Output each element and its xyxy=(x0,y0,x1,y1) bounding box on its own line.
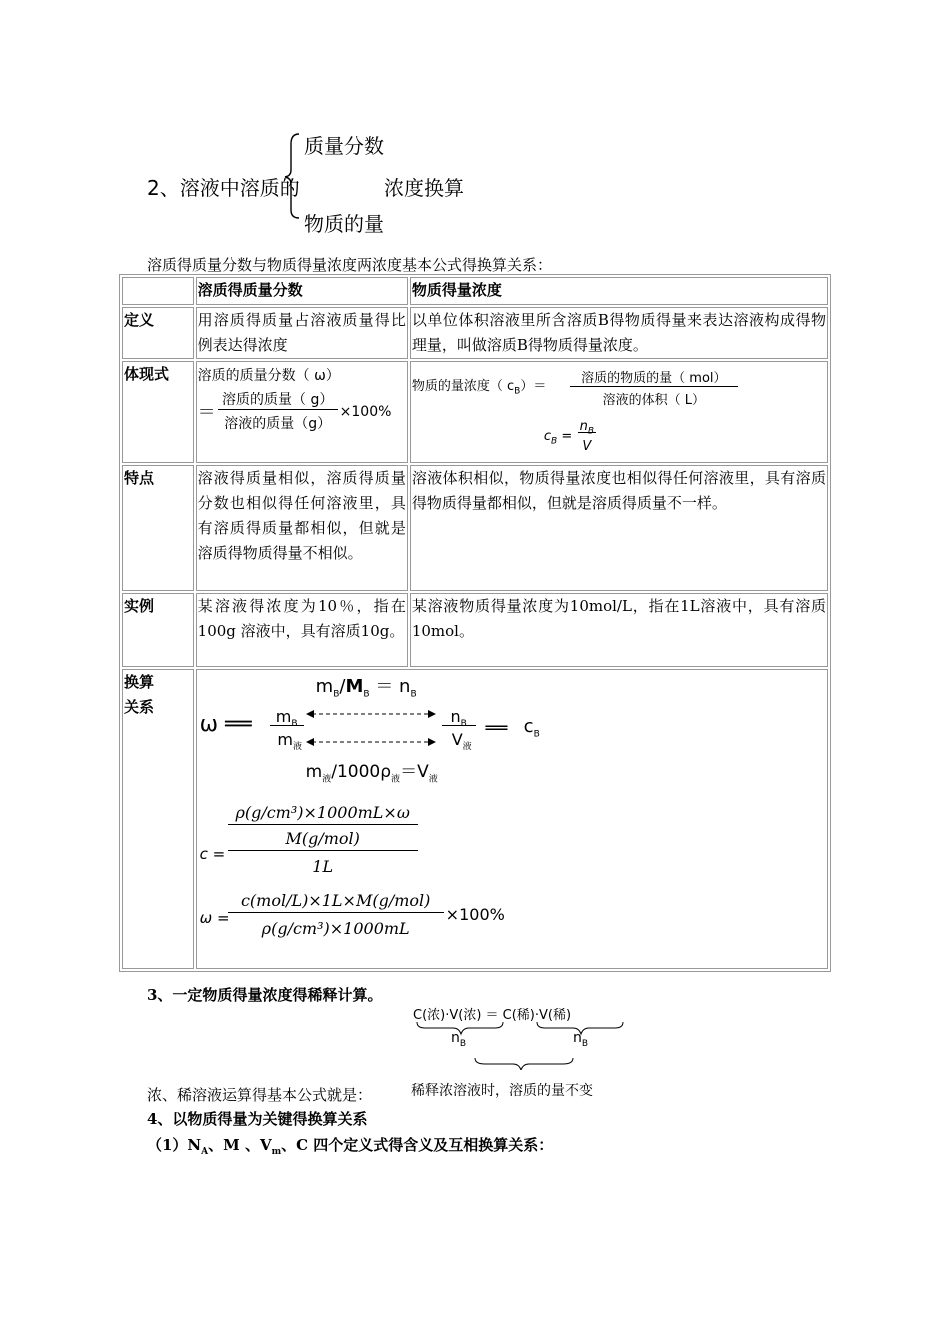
mass-fraction-formula xyxy=(196,361,408,463)
brace-icon xyxy=(413,1020,633,1070)
subscript-b: B xyxy=(551,436,558,447)
molar-mass-symbol: M xyxy=(345,676,364,697)
bidirectional-arrow-icon xyxy=(306,708,436,748)
w-numerator: c(mol/L)×1L×M(g/mol) xyxy=(240,891,431,910)
molarity-formula: 物质的量浓度（ $c_B)=$ 溶质的物质的量（ mol） 溶液的体积（ L） $c_B$ = $n_B$ V xyxy=(410,361,828,463)
equals-sign: ＝ xyxy=(197,402,216,423)
dilution-formula: C(浓)·V(浓) ＝ C(稀)·V(稀) xyxy=(413,1008,572,1023)
subscript-b: B xyxy=(581,1038,589,1049)
short-den: V xyxy=(582,439,592,454)
w-factor: ×100% xyxy=(445,905,505,924)
omega-text: ω xyxy=(199,712,219,737)
subscript-b: B xyxy=(587,426,595,437)
subscript-liquid: 液 xyxy=(292,742,302,753)
table-header-cell: 物质得量浓度 xyxy=(410,277,828,305)
section-4-title: 4、以物质得量为关键得换算关系 xyxy=(147,1110,368,1128)
dilution-diagram xyxy=(413,1004,633,1074)
table-header-cell xyxy=(122,277,194,305)
subscript-b: B xyxy=(363,689,370,700)
subscript-liquid: 液 xyxy=(428,774,438,785)
nb-right: n xyxy=(573,1030,582,1046)
amount-num: n xyxy=(450,707,461,726)
frac-den: m xyxy=(277,730,293,749)
concentration-symbol: c xyxy=(523,716,534,737)
subscript-liquid: 液 xyxy=(462,742,472,753)
fraction-bar xyxy=(570,386,738,387)
subscript-b: B xyxy=(460,719,467,730)
short-lhs: c xyxy=(543,429,551,444)
formula-denominator: 溶液的体积（ L） xyxy=(602,393,706,408)
subscript-b: B xyxy=(459,1038,467,1049)
fraction-bar xyxy=(218,409,338,410)
subscript-a: A xyxy=(201,1147,209,1157)
table-cell: 以单位体积溶液里所含溶质B得物质得量来表达溶液构成得物理量，叫做溶质B得物质得量浓度。 xyxy=(410,307,828,359)
subscript-m: m xyxy=(271,1147,282,1157)
branch-amount-of-substance: 物质的量 xyxy=(304,212,384,236)
subscript-b: B xyxy=(410,689,417,700)
volume-symbol: V xyxy=(417,762,429,782)
intro-text: 溶质得质量分数与物质得量浓度两浓度基本公式得换算关系： xyxy=(147,256,553,274)
c-denominator: 1L xyxy=(312,857,334,876)
table-cell: 溶液得质量相似，溶质得质量分数也相似得任何溶液里，具有溶质得质量都相似，但就是溶质得物质得量不相似。 xyxy=(196,465,408,591)
amount-symbol: n xyxy=(399,676,411,697)
subscript-b: B xyxy=(291,719,298,730)
subscript-liquid: 液 xyxy=(391,774,401,785)
mass-symbol: m xyxy=(315,676,334,697)
c-lhs: c = xyxy=(199,845,226,863)
conversion-diagram: $m_B/M_B = n_B$ ω ══ $m_B$ $m_液$ $n_B$ $V_液$ ══ $c_B$ $m_液/1000\rho_液=V_液$ c = ρ(g/cm³)×1000mL×ω M(g/mol) 1L ω = c(mol/L)×1L×M(g/mol) ρ(g/cm³)×1000mL ×100% xyxy=(196,669,828,969)
formula-lhs-close: ）＝ xyxy=(520,379,547,394)
row-label: 特点 xyxy=(122,465,194,591)
table-row xyxy=(122,307,828,359)
row-label: 实例 xyxy=(122,593,194,667)
fraction-bar xyxy=(228,912,444,913)
section-3-title: 3、一定物质得量浓度得稀释计算。 xyxy=(147,986,383,1004)
w-denominator: ρ(g/cm³)×1000mL xyxy=(261,919,410,938)
comparison-table xyxy=(119,274,831,972)
formula-factor: ×100% xyxy=(339,404,392,420)
short-num: n xyxy=(579,419,588,434)
table-cell: 某溶液得浓度为10％，指在100g 溶液中，具有溶质10g。 xyxy=(196,593,408,667)
table-header-row xyxy=(122,277,828,305)
fraction-bar xyxy=(228,850,418,851)
brace-icon xyxy=(283,130,303,220)
density-term: 1000ρ xyxy=(336,762,392,782)
table-row xyxy=(122,669,828,969)
equals-sign: ══ xyxy=(485,718,508,739)
w-lhs: ω = xyxy=(199,909,230,927)
formula-numerator: 溶质的物质的量（ mol） xyxy=(581,371,727,386)
table-row xyxy=(122,593,828,667)
fraction-bar xyxy=(270,725,304,726)
subscript-b: B xyxy=(533,729,540,740)
branch-mass-fraction: 质量分数 xyxy=(304,134,384,158)
subscript-b: B xyxy=(333,689,340,700)
basic-formula-text: 浓、稀溶液运算得基本公式就是： xyxy=(147,1086,373,1104)
subtitle-part: （1）N xyxy=(147,1136,202,1154)
c-numerator: ρ(g/cm³)×1000mL×ω xyxy=(235,803,410,822)
omega-symbol: ω ══ xyxy=(199,712,252,737)
table-cell: 用溶质得质量占溶液质量得比例表达得浓度 xyxy=(196,307,408,359)
frac-num: m xyxy=(275,707,292,726)
row-label-text: 换算关系 xyxy=(124,673,155,716)
branch-concentration-conversion: 浓度换算 xyxy=(384,176,464,200)
table-cell: 溶液体积相似，物质得量浓度也相似得任何溶液里，具有溶质得物质得量都相似，但就是溶质得质量不一样。 xyxy=(410,465,828,591)
formula-numerator: 溶质的质量（ g） xyxy=(222,392,334,408)
table-row xyxy=(122,465,828,591)
row-label xyxy=(122,669,194,969)
mass-symbol: m xyxy=(305,762,323,782)
volume-den: V xyxy=(451,730,463,749)
subscript-liquid: 液 xyxy=(322,774,332,785)
section-4-subtitle xyxy=(147,1134,553,1157)
subscript-b: B xyxy=(514,386,521,397)
fraction-bar xyxy=(442,725,476,726)
subtitle-part: 、C 四个定义式得含义及互相换算关系： xyxy=(281,1136,554,1154)
nb-left: n xyxy=(451,1030,460,1046)
formula-denominator: 溶液的质量（g） xyxy=(224,416,332,432)
table-row xyxy=(122,361,828,463)
c-middle: M(g/mol) xyxy=(285,829,360,848)
dilution-note: 稀释浓溶液时，溶质的量不变 xyxy=(411,1083,593,1099)
formula-lhs: 物质的量浓度（ c xyxy=(411,379,515,394)
heading-number-label: 2、溶液中溶质的 xyxy=(147,176,300,200)
fraction-bar xyxy=(228,824,418,825)
row-label: 定义 xyxy=(122,307,194,359)
subtitle-part: 、M 、V xyxy=(208,1136,272,1154)
table-cell: 某溶液物质得量浓度为10mol/L，指在1L溶液中，具有溶质10mol。 xyxy=(410,593,828,667)
row-label: 体现式 xyxy=(122,361,194,463)
fraction-bar xyxy=(578,432,596,433)
table-header-cell: 溶质得质量分数 xyxy=(196,277,408,305)
formula-lhs: 溶质的质量分数（ ω） xyxy=(197,368,340,384)
